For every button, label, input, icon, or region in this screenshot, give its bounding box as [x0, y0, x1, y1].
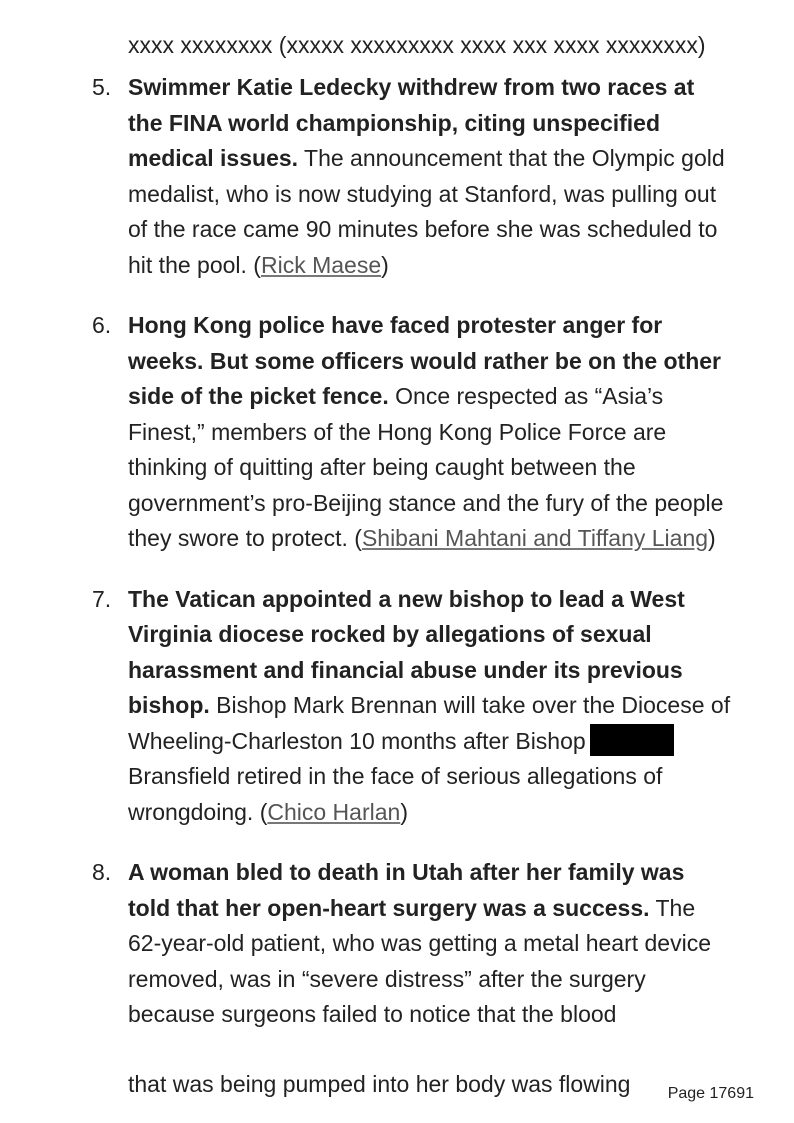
list-item — [92, 582, 732, 831]
cutoff-text: that was being pumped into her body was flowing — [128, 1071, 631, 1097]
closing-paren: ) — [381, 251, 389, 278]
item-headline: Hong Kong police have faced protester anger for weeks. But some officers would rather be on the other side of the picket fence. — [128, 312, 722, 409]
item-body: Bishop Mark Brennan will take over the Diocese of Wheeling-Charleston 10 months after Bishop — [128, 692, 731, 754]
list-item — [92, 308, 732, 557]
news-list — [92, 70, 732, 1058]
closing-paren: ) — [400, 798, 408, 825]
list-item — [92, 855, 732, 1033]
next-line-cutoff — [128, 1067, 728, 1097]
list-item — [92, 70, 732, 283]
item-headline: A woman bled to death in Utah after her family was told that her open-heart surgery was a success. — [128, 859, 685, 921]
item-body-continued: Bransfield retired in the face of serious allegations of wrongdoing. ( — [128, 763, 663, 825]
page-number: Page 17691 — [667, 1085, 754, 1102]
item-number: 6. — [92, 312, 112, 338]
item-number: 7. — [92, 585, 112, 612]
author-link[interactable]: Shibani Mahtani and Tiffany Liang — [361, 525, 709, 551]
item-number: 8. — [92, 859, 112, 885]
item-headline: Swimmer Katie Ledecky withdrew from two races at the FINA world championship, citing unspecified medical issues. — [128, 74, 695, 171]
author-link[interactable]: Chico Harlan — [267, 798, 401, 825]
previous-item-cutoff — [128, 14, 706, 58]
redaction-box — [590, 724, 674, 756]
cutoff-text: xxxx xxxxxxxx (xxxxx xxxxxxxxx xxxx xxx xxxx xxxxxxxx) — [128, 32, 706, 58]
author-link[interactable]: Rick Maese — [260, 251, 382, 278]
item-number: 5. — [92, 74, 112, 100]
closing-paren: ) — [708, 525, 716, 551]
item-body: Once respected as “Asia’s Finest,” members of the Hong Kong Police Force are thinking of quitting after being caught between the government’s pro-Beijing stance and the fury of the people they swore to protect. ( — [128, 383, 724, 551]
item-headline: The Vatican appointed a new bishop to lead a West Virginia diocese rocked by allegations of sexual harassment and financial abuse under its previous bishop. — [128, 585, 685, 718]
item-body: The announcement that the Olympic gold medalist, who is now studying at Stanford, was pulling out of the race came 90 minutes before she was scheduled to hit the pool. ( — [128, 145, 725, 278]
item-body: The 62-year-old patient, who was getting a metal heart device removed, was in “severe distress” after the surgery because surgeons failed to notice that the blood — [128, 894, 711, 1027]
